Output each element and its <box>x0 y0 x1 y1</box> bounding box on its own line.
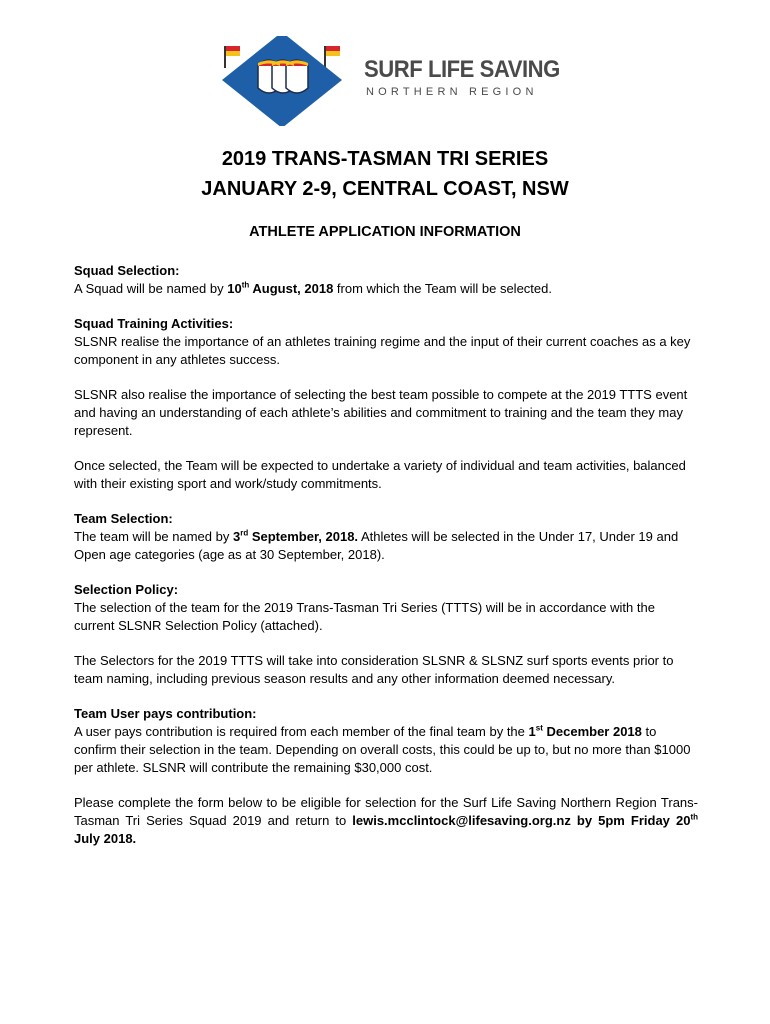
squad-date-num: 10 <box>227 281 242 296</box>
team-selection-date <box>233 529 358 544</box>
selection-policy-p2: The Selectors for the 2019 TTTS will take into consideration SLSNR & SLSNZ surf sports events prior to team naming, including previous season results and any other information deemed necessary. <box>74 653 674 686</box>
team-date-sup: rd <box>240 528 249 538</box>
user-pays-date-rest: December 2018 <box>542 724 642 739</box>
squad-training-section <box>74 315 698 369</box>
page-title-line2: JANUARY 2-9, CENTRAL COAST, NSW <box>201 178 569 200</box>
squad-selection-section <box>74 262 698 298</box>
squad-date-rest: August, 2018 <box>249 281 334 296</box>
team-selection-section <box>74 510 698 564</box>
page-subtitle: ATHLETE APPLICATION INFORMATION <box>249 224 521 240</box>
closing-email-deadline: lewis.mcclintock@lifesaving.org.nz by 5pm Friday 20 <box>352 813 691 828</box>
team-selection-text-a: The team will be named by <box>74 529 233 544</box>
squad-training-p3: Once selected, the Team will be expected to undertake a variety of individual and team activities, balanced with their existing sport and work/study commitments. <box>74 458 686 491</box>
squad-training-p1: SLSNR realise the importance of an athletes training regime and the input of their current coaches as a key component in any athletes success. <box>74 334 691 367</box>
document-body <box>74 262 698 865</box>
team-selection-text-b: Athletes will be selected in the Under 17, Under 19 and Open age categories (age as at 30 September, 2018). <box>74 529 679 562</box>
closing-text-a: Please complete the form below to be eligible for selection for the Surf Life Saving Northern Region Trans-Tasman Tri Series Squad 2019 and return to <box>74 795 698 828</box>
team-date-rest: September, 2018. <box>248 529 359 544</box>
closing-section <box>74 794 698 848</box>
selection-policy-section <box>74 581 698 635</box>
squad-selection-heading: Squad Selection: <box>74 263 180 278</box>
user-pays-text-b: to confirm their selection in the team. Depending on overall costs, this could be up to, but no more than $1000 per athlete. SLSNR will contribute the remaining $30,000 cost. <box>74 724 691 775</box>
surf-life-saving-logo <box>220 36 560 126</box>
closing-date-rest: July 2018. <box>74 831 137 846</box>
team-selection-heading: Team Selection: <box>74 511 173 526</box>
squad-date-sup: th <box>241 280 250 290</box>
squad-selection-text-b: from which the Team will be selected. <box>333 281 552 296</box>
squad-selection-date <box>227 281 333 296</box>
user-pays-text-a: A user pays contribution is required from each member of the final team by the <box>74 724 529 739</box>
user-pays-heading: Team User pays contribution: <box>74 706 257 721</box>
squad-selection-text-a: A Squad will be named by <box>74 281 228 296</box>
closing-date-sup: th <box>690 812 698 822</box>
user-pays-date <box>529 724 642 739</box>
user-pays-date-num: 1 <box>528 724 536 739</box>
logo-subtitle: NORTHERN REGION <box>366 86 538 98</box>
page-title-line1: 2019 TRANS-TASMAN TRI SERIES <box>221 148 549 170</box>
team-date-num: 3 <box>232 529 241 544</box>
selection-policy-p1: The selection of the team for the 2019 Trans-Tasman Tri Series (TTTS) will be in accordance with the current SLSNR Selection Policy (attached). <box>74 600 655 633</box>
squad-training-heading: Squad Training Activities: <box>74 316 234 331</box>
logo-title: SURF LIFE SAVING <box>364 56 560 83</box>
user-pays-date-sup: st <box>535 723 543 733</box>
user-pays-section <box>74 705 698 777</box>
selection-policy-heading: Selection Policy: <box>74 582 179 597</box>
squad-training-p2: SLSNR also realise the importance of selecting the best team possible to compete at the 2019 TTTS event and having an understanding of each athlete’s abilities and commitment to training and the team they may represent. <box>74 387 688 438</box>
logo-emblem-icon <box>220 36 360 126</box>
